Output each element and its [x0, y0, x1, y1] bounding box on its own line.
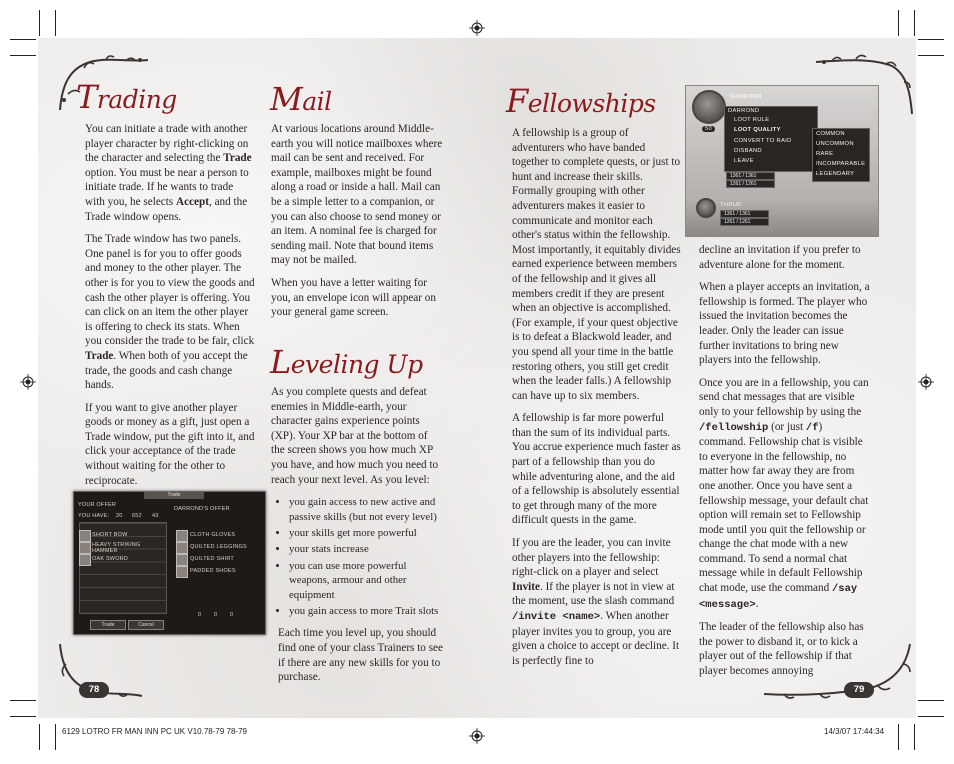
crop-mark: [918, 716, 944, 717]
currency-value: 0: [198, 612, 202, 618]
avatar: [696, 198, 716, 218]
submenu-item[interactable]: INCOMPARABLE: [816, 161, 866, 167]
fellowships-paragraph: A fellowship is far more powerful than the sum of its individual parts. You accrue experience much faster as part of a fellowship than you do while adventuring alone, and the aid of a fellowship is absolutely essential to get through many of the more difficult quests in the game.: [512, 412, 681, 527]
leveling-bullets: [271, 495, 443, 618]
power-bar: 1261 / 1261: [720, 218, 769, 226]
item-icon: [79, 542, 91, 554]
crop-mark: [918, 39, 944, 40]
list-item: • your skills get more powerful: [289, 526, 443, 540]
submenu-item[interactable]: LEGENDARY: [816, 171, 855, 177]
trading-paragraph: If you want to give another player goods or money as a gift, just open a Trade window, put the gift into it, and click your acceptance of the trade without waiting for the other to reciprocate.: [85, 401, 255, 487]
crop-mark: [914, 10, 915, 36]
crop-mark: [898, 10, 899, 36]
currency-value: 652: [132, 513, 142, 519]
mail-paragraph: At various locations around Middle-earth you will notice mailboxes where mail can be sent and received. For example, mailboxes might be found along a road or inside a hall. Mail can be a simple letter to a companion, or you can also choose to send money or an item. A nominal fee is charged for sending mail. Note that bound items may not be mailed.: [271, 123, 443, 267]
other-offer-label: DARROND'S OFFER: [174, 506, 230, 512]
list-item: • you gain access to more Trait slots: [289, 604, 443, 618]
crop-mark: [39, 724, 40, 750]
crop-mark: [918, 55, 944, 56]
trade-window-title: Trade: [144, 492, 204, 499]
menu-item-loot-rule[interactable]: LOOT RULE: [734, 117, 770, 123]
menu-item-loot-quality[interactable]: LOOT QUALITY: [734, 127, 781, 133]
trade-window-screenshot: [73, 491, 266, 635]
page-number-left: 78: [79, 682, 109, 698]
fellowships-paragraph: If you are the leader, you can invite other players into the fellowship: right-click on a player and select Invite. If the player is not in view at the moment, use the slash command /invite <name>. When another player invites you to group, you are given a choice to accept or decline. It is perfectly fine to: [512, 537, 680, 667]
trade-item[interactable]: QUILTED SHIRT: [190, 556, 234, 562]
list-item: • your stats increase: [289, 542, 443, 556]
submenu-item[interactable]: COMMON: [816, 131, 845, 137]
crop-mark: [918, 700, 944, 701]
crop-mark: [55, 724, 56, 750]
currency-value: 43: [152, 513, 159, 519]
item-icon: [176, 554, 188, 566]
menu-item-leave[interactable]: LEAVE: [734, 158, 754, 164]
menu-item-disband[interactable]: DISBAND: [734, 148, 762, 154]
menu-title: DARROND: [728, 108, 760, 114]
fellowships-heading: Fellowships: [506, 82, 656, 120]
crop-mark: [39, 10, 40, 36]
fellowships-paragraph: decline an invitation if you prefer to adventure alone for the moment.: [699, 244, 861, 271]
power-bar: 1261 / 1261: [726, 180, 775, 188]
fellowships-paragraph: The leader of the fellowship also has the power to disband it, or to kick a player out of the fellowship if that player becomes annoying: [699, 621, 864, 678]
fellowship-ui-screenshot: [685, 85, 879, 237]
trade-button[interactable]: Trade: [90, 620, 126, 630]
currency-value: 0: [214, 612, 218, 618]
crop-mark: [10, 716, 36, 717]
submenu-item[interactable]: RARE: [816, 151, 834, 157]
fellowships-paragraph: A fellowship is a group of adventurers who have banded together to complete quests, or just to hunt and increase their skills. Formally grouping with other adventurers makes it easier to communicate and monitor each other's status within the fellowship. Most importantly, it equitably divides earned experience between members of the fellowship and it gives all members credit if they are present when an objective is accomplished. (For example, if your quest objective is to defeat a Blackwold leader, and you spend all your time in the battle restoring others, you still get credit when the leader falls.) A fellowship can have up to six members.: [512, 127, 681, 402]
crop-mark: [55, 10, 56, 36]
item-icon: [176, 530, 188, 542]
you-have-label: YOU HAVE:: [78, 513, 110, 519]
avatar: [692, 90, 726, 124]
trade-item[interactable]: HEAVY STRIKING HAMMER: [92, 542, 141, 554]
cancel-button[interactable]: Cancel: [128, 620, 164, 630]
currency-value: 0: [230, 612, 234, 618]
trade-item[interactable]: PADDED SHOES: [190, 568, 236, 574]
trade-item[interactable]: QUILTED LEGGINGS: [190, 544, 247, 550]
registration-mark-icon: [918, 374, 934, 390]
print-timestamp: 14/3/07 17:44:34: [824, 727, 885, 736]
item-icon: [79, 554, 91, 566]
item-icon: [176, 566, 188, 578]
leveling-paragraph: As you complete quests and defeat enemies in Middle-earth, your character gains experience points (XP). Your XP bar at the bottom of the screen shows you how much XP you have, and how much you need to reach your next level. As you level:: [271, 386, 439, 486]
target-name: DARROND: [730, 94, 762, 100]
submenu-item[interactable]: UNCOMMON: [816, 141, 854, 147]
mail-paragraph: When you have a letter waiting for you, an envelope icon will appear on your general game screen.: [271, 276, 436, 319]
crop-mark: [10, 55, 36, 56]
trade-item[interactable]: SHORT BOW: [92, 532, 128, 538]
menu-item-convert-to-raid[interactable]: CONVERT TO RAID: [734, 138, 792, 144]
mail-column: [271, 122, 443, 328]
trade-item[interactable]: OAK SWORD: [92, 556, 129, 562]
page-number-right: 79: [844, 682, 874, 698]
item-icon: [176, 542, 188, 554]
trading-paragraph: The Trade window has two panels. One panel is for you to offer goods and money to the other player. The other is for you to view the goods and cash the other player is offering. You can click on an item the other player is offering to check its stats. When you consider the trade to be fair, click Trade. When both of you accept the trade, the goods and cash change hands.: [85, 233, 255, 392]
member-name: THRUD: [720, 202, 742, 208]
registration-mark-icon: [469, 728, 485, 744]
ground-backdrop: [686, 196, 878, 236]
crop-mark: [898, 724, 899, 750]
item-icon: [79, 530, 91, 542]
currency-value: 20: [116, 513, 123, 519]
fellowships-paragraph: Once you are in a fellowship, you can send chat messages that are visible only to your fellowship by using the /fellowship (or just /f) command. Fellowship chat is visible to everyone in the fellowship, no matter how far away they are from one another. Once you have sent a fellowship message, your default chat option will remain set to Fellowship mode until you quit the fellowship or change the chat mode with a new command. To send a normal chat message while in default Fellowship chat mode, use the command /say <message>.: [699, 376, 869, 611]
fellowships-column-1: [512, 126, 682, 676]
morale-bar: 1361 / 1361: [726, 172, 775, 180]
crop-mark: [10, 39, 36, 40]
fellowships-column-2: [699, 243, 871, 687]
trading-heading: Trading: [76, 78, 177, 116]
trading-column: [85, 122, 255, 496]
crop-mark: [914, 724, 915, 750]
mail-heading: Mail: [270, 80, 332, 118]
fellowships-paragraph: When a player accepts an invitation, a fellowship is formed. The player who issued the invitation becomes the leader. Only the leader can issue further invitations to bring new players into the fellowship.: [699, 281, 870, 367]
list-item: • you can use more powerful weapons, armour and other equipment: [289, 559, 443, 602]
print-slug: 6129 LOTRO FR MAN INN PC UK V10.78-79 78-79: [62, 727, 247, 736]
trading-paragraph: You can initiate a trade with another player character by right-clicking on the character and selecting the Trade option. You must be near a person to initiate trade. If he wants to trade with you, he selects Accept, and the Trade window opens.: [85, 123, 252, 223]
list-item: • you gain access to new active and passive skills (but not every level): [289, 495, 443, 524]
leveling-column: [271, 385, 443, 693]
registration-mark-icon: [20, 374, 36, 390]
leveling-heading: Leveling Up: [270, 343, 423, 381]
trade-item[interactable]: CLOTH GLOVES: [190, 532, 236, 538]
leveling-paragraph: Each time you level up, you should find one of your class Trainers to see if there are any new skills for you to purchase.: [278, 627, 443, 684]
morale-bar: 1361 / 1361: [720, 210, 769, 218]
crop-mark: [10, 700, 36, 701]
level-badge: 50: [702, 126, 715, 132]
registration-mark-icon: [469, 20, 485, 36]
your-offer-label: YOUR OFFER: [78, 502, 117, 508]
